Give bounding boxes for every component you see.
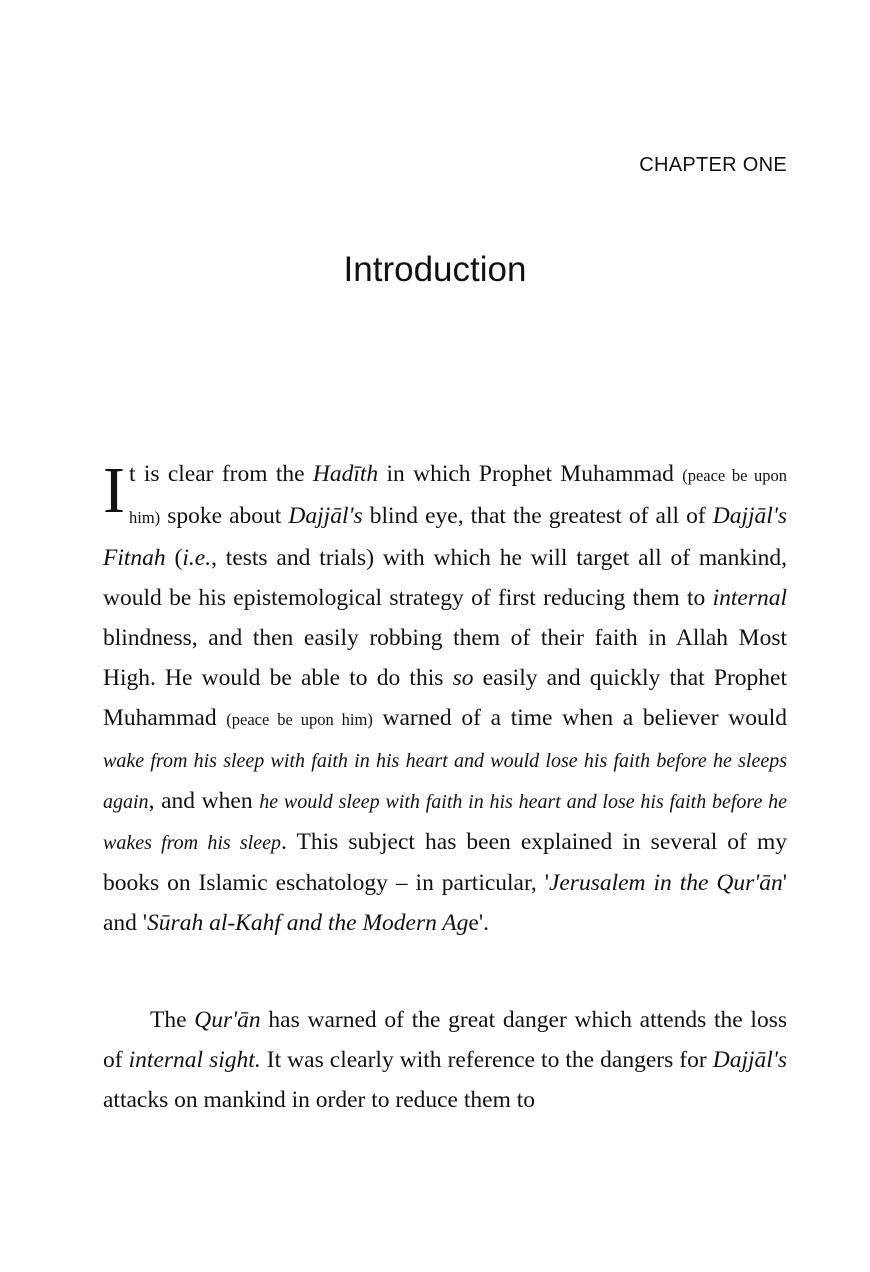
text-run: Dajjāl's Fitnah [103, 503, 787, 571]
text-run: internal sight. [128, 1047, 261, 1073]
text-run: Hadīth [312, 461, 379, 487]
paragraph-2 [103, 1000, 787, 1120]
text-run: ( [165, 545, 183, 571]
chapter-label: CHAPTER ONE [639, 154, 787, 176]
book-title: Sūrah al-Kahf and the Modern Ag [147, 910, 469, 936]
text-run: in which Prophet Muhammad [378, 461, 683, 487]
text-run: warned of a time when a believer would [372, 705, 787, 731]
text-run: The [150, 1007, 195, 1033]
text-run: attacks on mankind in order to reduce them to [103, 1087, 536, 1113]
text-run: e'. [468, 910, 489, 936]
text-run: blindness, and then easily robbing them of their faith in Allah Most High. He would be able to do this [103, 625, 787, 691]
text-run: Qur'ān [194, 1007, 261, 1033]
quoted-hadith: he would sleep with faith in his heart and lose his faith before he wakes from his sleep [103, 791, 787, 854]
text-run: Dajjāl's [712, 1047, 787, 1073]
honorific: (peace be upon him) [128, 466, 787, 527]
drop-cap: I [103, 454, 125, 527]
paragraph-1 [103, 454, 787, 943]
honorific: (peace be upon him) [226, 710, 373, 729]
text-run: ' and ' [103, 870, 787, 936]
book-title: Jerusalem in the Qur'ān [548, 870, 783, 896]
text-run: It was clearly with reference to the dangers for [260, 1047, 713, 1073]
text-run: t is clear from the [128, 461, 313, 487]
text-run: easily and quickly that Prophet Muhammad [103, 665, 787, 731]
text-run: spoke about [160, 503, 289, 529]
text-run: . This subject has been explained in several of my books on Islamic eschatology – in particular, ' [103, 829, 787, 896]
text-run: , tests and trials) with which he will target all of mankind, would be his epistemological strategy of first reducing them to [103, 545, 787, 611]
text-run: Dajjāl's [288, 503, 363, 529]
text-run: blind eye, that the greatest of all of [362, 503, 713, 529]
chapter-title: Introduction [343, 250, 527, 289]
quoted-hadith: wake from his sleep with faith in his heart and would lose his faith before he sleeps again [103, 750, 787, 813]
text-run: has warned of the great danger which attends the loss of [103, 1007, 787, 1073]
text-run: internal [712, 585, 787, 611]
text-run: , and when [148, 788, 260, 814]
text-run: so [452, 665, 474, 691]
text-run: i.e. [182, 545, 212, 571]
